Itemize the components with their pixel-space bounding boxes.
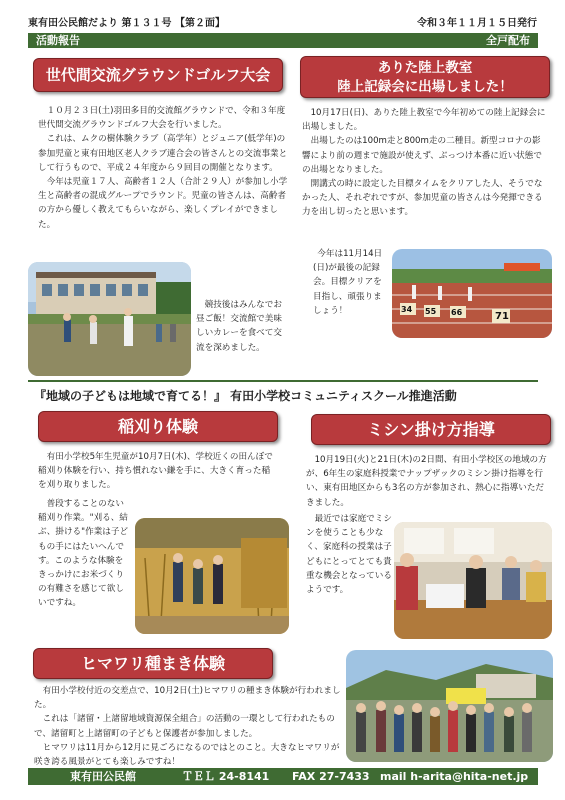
- golf-paragraph-1: １０月２３日(土)羽田多目的交流館グラウンドで、令和３年度世代間交流グラウンドゴルフ大会を行いました。: [38, 106, 286, 131]
- sewing-paragraph-2: 最近では家庭でミシンを使うことも少なく、家庭科の授業は子どもにとってとても貴重な機会となっているようです。: [306, 514, 392, 596]
- track-paragraph-3: 開講式の時に設定した目標タイムをクリアした人、そうでなかった人、それぞれですが、参加児童の皆さんは今発揮できる力を出し切ったと思います。: [302, 179, 543, 218]
- rice-photo: [135, 518, 289, 634]
- golf-title: 世代間交流グラウンドゴルフ大会: [33, 58, 283, 92]
- section-bar-left: 活動報告: [36, 34, 80, 47]
- golf-paragraph-2: これは、ムクの樹体験クラブ（高学年）とジュニア(低学年)の参加児童と東有田地区老人クラブ連合会の皆さんとの交流事業として行うもので、平成２４年度から９回目の開催となります。: [38, 134, 288, 173]
- sewing-photo-image: [394, 522, 552, 639]
- track-bib-1: 34: [401, 305, 413, 314]
- rice-body-side: [38, 497, 131, 611]
- sewing-paragraph-1: 10月19日(火)と21日(木)の2日間、有田小学校区の地域の方が、6年生の家庭科授業でナップザックのミシン掛け指導を行い、東有田地区からも3名の方が参加され、熱心に指導いただきました。: [306, 455, 547, 508]
- rice-paragraph-1: 有田小学校5年生児童が10月7日(木)、学校近くの田んぼで稲刈り体験を行い、持ち慣れない鎌を手に、大きく育った稲を刈り取りました。: [38, 452, 273, 491]
- sunflower-body: [34, 684, 342, 769]
- section-divider: [28, 380, 538, 382]
- track-paragraph-1: 10月17日(日)、ありた陸上教室で今年初めての陸上記録会に出場しました。: [302, 108, 546, 133]
- rice-photo-image: [135, 518, 289, 634]
- issue-date: 令和３年１１月１５日発行: [417, 18, 537, 29]
- golf-photo-image: [28, 262, 191, 376]
- sunflower-title: ヒマワリ種まき体験: [33, 648, 273, 679]
- rice-title: 稲刈り体験: [38, 411, 278, 442]
- rice-paragraph-2: 普段することのない稲刈り作業。"刈る、結ぶ、掛ける"作業は子どもの手にはたいへんです。このような体験をきっかけにお米づくりの有難さを感じて欲しいですね。: [38, 499, 129, 609]
- golf-paragraph-3: 今年は児童１７人、高齢者１２人（合計２９人）が参加し小学生と高齢者の混成グループでラウンド。児童の皆さんは、高齢者の方から優しく教えてもらいながら、楽しくプレイができました。: [38, 177, 288, 230]
- sunflower-paragraph-3: ヒマワリは11月から12月に見ごろになるのではとのこと。大きなヒマワリが咲き誇る風景がとても楽しみですね！: [34, 742, 340, 768]
- track-paragraph-2: 出場したのは100m走と800m走の二種目。新型コロナの影響により前の週まで施設が使えず、ぶっつけ本番に近い状態での出場となりました。: [302, 136, 542, 175]
- track-bib-2: 55: [425, 307, 437, 316]
- track-photo: [392, 249, 552, 338]
- sewing-body: [306, 453, 551, 510]
- golf-body: [38, 104, 288, 232]
- newsletter-title: 東有田公民館だより 第１３１号 【第２面】: [28, 18, 225, 29]
- sunflower-photo-image: [346, 650, 553, 762]
- golf-paragraph-4: 競技後はみんなでお昼ご飯！交流館で美味しいカレーを食べて交流を深めました。: [196, 300, 282, 353]
- footer-tel: ＴＥＬ 24-8141: [182, 770, 270, 783]
- track-body-side: [313, 247, 388, 318]
- community-title: 『地域の子どもは地域で育てる！』 有田小学校コミュニティスクール推進活動: [34, 389, 457, 403]
- footer-bar: [28, 768, 538, 785]
- section-bar: [28, 33, 538, 48]
- rice-body: [38, 450, 278, 493]
- track-paragraph-4: 今年は11月14日(日)が最後の記録会。目標クリアを目指し、頑張りましょう！: [313, 249, 383, 316]
- track-body: [302, 106, 547, 220]
- section-bar-right: 全戸配布: [486, 34, 530, 47]
- sewing-photo: [394, 522, 552, 639]
- sunflower-paragraph-1: 有田小学校付近の交差点で、10月2日(土)ヒマワリの種まき体験が行われました。: [34, 686, 341, 711]
- golf-body-side: [196, 298, 288, 355]
- track-title-line2: 陸上記録会に出場しました！: [337, 79, 513, 95]
- track-photo-image: [392, 249, 552, 338]
- track-title-line1: ありた陸上教室: [377, 60, 473, 76]
- track-bib-4: 71: [495, 311, 509, 322]
- track-bib-3: 66: [451, 308, 463, 317]
- footer-mail: mail h-arita@hita-net.jp: [380, 770, 529, 783]
- sunflower-paragraph-2: これは「諸留・上諸留地域資源保全組合」の活動の一環として行われたもので、諸留町と上諸留町の子どもと保護者が参加しました。: [34, 714, 335, 739]
- footer-fax: FAX 27-7433: [292, 770, 370, 783]
- sewing-title: ミシン掛け方指導: [311, 414, 551, 445]
- golf-photo: [28, 262, 191, 376]
- track-title: [300, 56, 550, 98]
- sunflower-photo: [346, 650, 553, 762]
- footer-name: 東有田公民館: [70, 770, 136, 783]
- sewing-body-side: [306, 512, 394, 597]
